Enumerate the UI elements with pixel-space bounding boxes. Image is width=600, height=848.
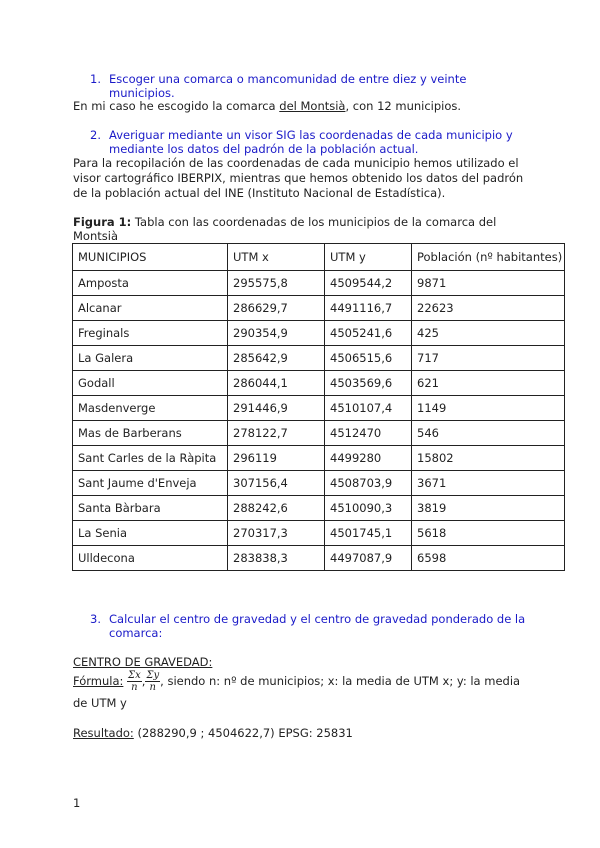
table-row	[73, 446, 565, 471]
figure-caption	[73, 215, 533, 243]
cell-municipio: Godall	[73, 371, 228, 396]
cell-poblacion: 3671	[412, 471, 565, 496]
cell-utm-y: 4505241,6	[325, 321, 412, 346]
page-number: 1	[73, 796, 81, 810]
table-row	[73, 471, 565, 496]
table-row	[73, 521, 565, 546]
fraction-denominator: n	[149, 682, 156, 693]
paragraph-text-end: , con 12 municipios.	[345, 99, 462, 113]
formula-fraction-y	[145, 670, 160, 693]
formula-line	[73, 670, 533, 713]
cell-utm-y: 4499280	[325, 446, 412, 471]
cell-utm-y: 4512470	[325, 421, 412, 446]
cell-utm-x: 283838,3	[228, 546, 325, 571]
table-row	[73, 421, 565, 446]
municipalities-table	[72, 243, 565, 571]
cell-municipio: Mas de Barberans	[73, 421, 228, 446]
step-text: Averiguar mediante un visor SIG las coordenadas de cada municipio y mediante los datos del padrón de la población actual.	[109, 128, 513, 156]
cell-poblacion: 425	[412, 321, 565, 346]
cell-utm-y: 4503569,6	[325, 371, 412, 396]
step-number: 1.	[90, 72, 101, 86]
formula-separator: ,	[141, 674, 146, 688]
formula-fraction-x	[127, 670, 142, 693]
gravity-heading: CENTRO DE GRAVEDAD:	[73, 655, 213, 669]
paragraph-comarca	[73, 99, 533, 114]
fraction-numerator: Σy	[146, 670, 160, 681]
cell-utm-x: 270317,3	[228, 521, 325, 546]
paragraph-text: En mi caso he escogido la comarca	[73, 99, 280, 113]
cell-poblacion: 621	[412, 371, 565, 396]
cell-poblacion: 6598	[412, 546, 565, 571]
cell-utm-x: 307156,4	[228, 471, 325, 496]
cell-utm-x: 288242,6	[228, 496, 325, 521]
result-line	[73, 726, 533, 741]
table-row	[73, 496, 565, 521]
cell-utm-y: 4497087,9	[325, 546, 412, 571]
cell-utm-x: 286629,7	[228, 296, 325, 321]
comarca-link[interactable]: del Montsià	[279, 99, 346, 113]
column-header-municipios: MUNICIPIOS	[73, 244, 228, 271]
cell-utm-x: 290354,9	[228, 321, 325, 346]
column-header-poblacion: Población (nº habitantes)	[412, 244, 565, 271]
table-row	[73, 346, 565, 371]
cell-utm-y: 4510107,4	[325, 396, 412, 421]
table-row	[73, 546, 565, 571]
table-row	[73, 396, 565, 421]
cell-utm-x: 291446,9	[228, 396, 325, 421]
cell-poblacion: 3819	[412, 496, 565, 521]
cell-poblacion: 15802	[412, 446, 565, 471]
figure-label: Figura 1:	[73, 215, 132, 229]
cell-utm-y: 4501745,1	[325, 521, 412, 546]
fraction-denominator: n	[131, 682, 138, 693]
column-header-utm-x: UTM x	[228, 244, 325, 271]
step-1	[90, 72, 530, 100]
formula-description: , siendo n: nº de municipios; x: la media de UTM x; y: la media de UTM y	[73, 674, 521, 710]
step-3	[90, 612, 530, 640]
result-value: (288290,9 ; 4504622,7) EPSG: 25831	[133, 726, 353, 740]
table-row	[73, 321, 565, 346]
cell-municipio: La Senia	[73, 521, 228, 546]
cell-poblacion: 1149	[412, 396, 565, 421]
table-row	[73, 371, 565, 396]
table-row	[73, 271, 565, 296]
cell-utm-x: 278122,7	[228, 421, 325, 446]
table-row	[73, 296, 565, 321]
step-number: 3.	[90, 612, 101, 626]
cell-municipio: Masdenverge	[73, 396, 228, 421]
cell-utm-x: 296119	[228, 446, 325, 471]
cell-municipio: Amposta	[73, 271, 228, 296]
step-text: Calcular el centro de gravedad y el centro de gravedad ponderado de la comarca:	[109, 612, 526, 640]
cell-municipio: Ulldecona	[73, 546, 228, 571]
cell-utm-y: 4509544,2	[325, 271, 412, 296]
cell-utm-x: 285642,9	[228, 346, 325, 371]
cell-poblacion: 717	[412, 346, 565, 371]
cell-utm-y: 4491116,7	[325, 296, 412, 321]
cell-utm-x: 286044,1	[228, 371, 325, 396]
step-2	[90, 128, 530, 156]
cell-municipio: Alcanar	[73, 296, 228, 321]
figure-caption-text: Tabla con las coordenadas de los municipios de la comarca del Montsià	[73, 215, 497, 243]
cell-poblacion: 5618	[412, 521, 565, 546]
cell-utm-x: 295575,8	[228, 271, 325, 296]
cell-municipio: Sant Jaume d'Enveja	[73, 471, 228, 496]
cell-municipio: Freginals	[73, 321, 228, 346]
column-header-utm-y: UTM y	[325, 244, 412, 271]
step-text: Escoger una comarca o mancomunidad de entre diez y veinte municipios.	[109, 72, 467, 100]
cell-municipio: Sant Carles de la Ràpita	[73, 446, 228, 471]
cell-utm-y: 4510090,3	[325, 496, 412, 521]
cell-poblacion: 9871	[412, 271, 565, 296]
fraction-numerator: Σx	[128, 670, 141, 681]
cell-poblacion: 22623	[412, 296, 565, 321]
paragraph-sources: Para la recopilación de las coordenadas de cada municipio hemos utilizado el visor cartográfico IBERPIX, mientras que hemos obtenido los datos del padrón de la población actual del INE (Instituto Nacional de Estadística).	[73, 156, 524, 200]
cell-poblacion: 546	[412, 421, 565, 446]
formula-label: Fórmula:	[73, 674, 124, 688]
result-label: Resultado:	[73, 726, 134, 740]
cell-municipio: Santa Bàrbara	[73, 496, 228, 521]
table-header-row	[73, 244, 565, 271]
cell-utm-y: 4506515,6	[325, 346, 412, 371]
step-number: 2.	[90, 128, 101, 142]
cell-municipio: La Galera	[73, 346, 228, 371]
cell-utm-y: 4508703,9	[325, 471, 412, 496]
